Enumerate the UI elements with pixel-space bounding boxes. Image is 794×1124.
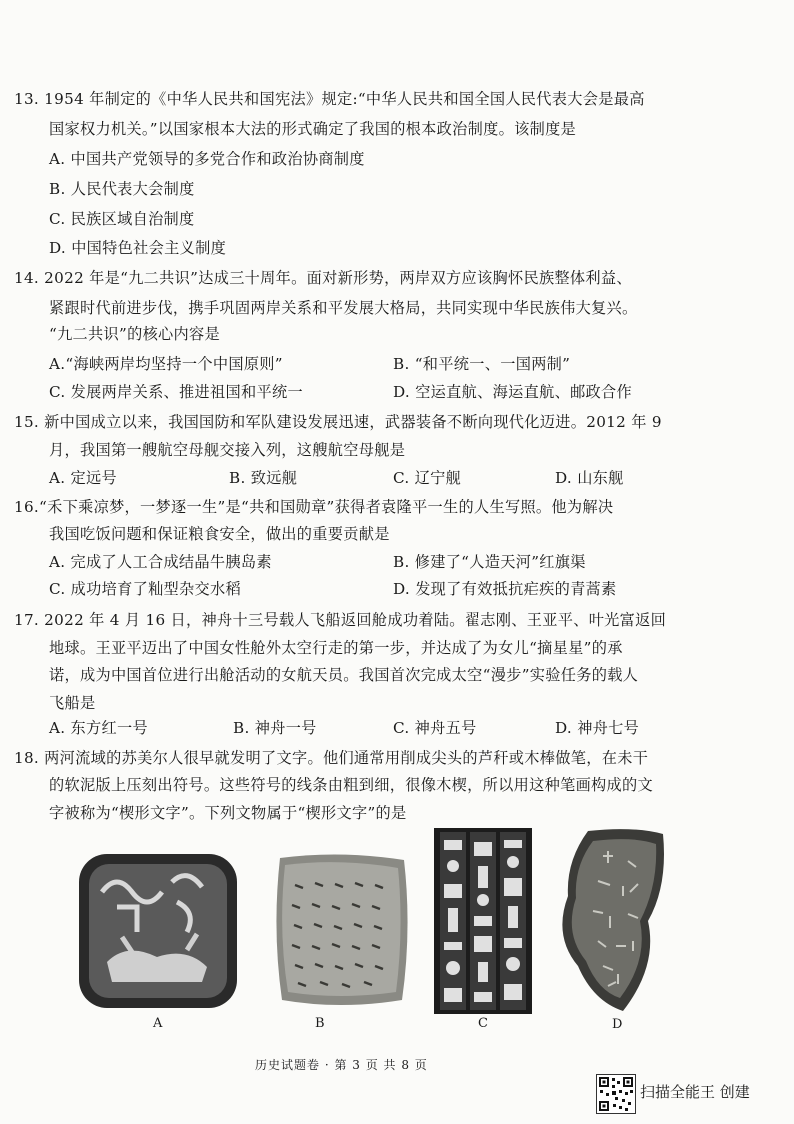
- q13-option-c: C. 民族区域自治制度: [49, 210, 195, 228]
- q14-stem-line3: “九二共识”的核心内容是: [49, 325, 221, 343]
- caption-c: C: [478, 1016, 488, 1031]
- q14-option-c: C. 发展两岸关系、推进祖国和平统一: [49, 383, 303, 401]
- q14-stem-line1: 14. 2022 年是“九二共识”达成三十周年。面对新形势，两岸双方应该胸怀民族整体利益、: [14, 269, 632, 287]
- q15-option-b: B. 致远舰: [229, 469, 298, 487]
- artifact-d-oracle-bone-image: [548, 826, 678, 1016]
- caption-d: D: [612, 1017, 623, 1032]
- page-footer: 历史试题卷 · 第 3 页 共 8 页: [255, 1058, 428, 1072]
- q17-option-b: B. 神舟一号: [233, 719, 317, 737]
- q17-option-d: D. 神舟七号: [555, 719, 640, 737]
- q15-stem-line2: 月，我国第一艘航空母舰交接入列，这艘航空母舰是: [49, 441, 406, 459]
- q18-stem-line2: 的软泥版上压刻出符号。这些符号的线条由粗到细，很像木楔，所以用这种笔画构成的文: [49, 776, 654, 794]
- q13-stem-line2: 国家权力机关。”以国家根本大法的形式确定了我国的根本政治制度。该制度是: [49, 120, 577, 138]
- q17-stem-line1: 17. 2022 年 4 月 16 日，神舟十三号载人飞船返回舱成功着陆。翟志刚、王亚平、叶光富返回: [14, 611, 667, 629]
- q13-option-a: A. 中国共产党领导的多党合作和政治协商制度: [49, 150, 365, 168]
- scanner-watermark-text: 扫描全能王 创建: [640, 1083, 750, 1101]
- q17-stem-line4: 飞船是: [49, 694, 96, 712]
- q14-option-a: A.“海峡两岸均坚持一个中国原则”: [49, 355, 283, 373]
- artifact-a-seal-image: [77, 852, 239, 1010]
- q14-stem-line2: 紧跟时代前进步伐，携手巩固两岸关系和平发展大格局，共同实现中华民族伟大复兴。: [49, 299, 638, 317]
- q15-option-d: D. 山东舰: [555, 469, 624, 487]
- q17-stem-line3: 诺，成为中国首位进行出舱活动的女航天员。我国首次完成太空“漫步”实验任务的载人: [49, 666, 639, 684]
- artifact-c-hieroglyph-image: [434, 828, 532, 1014]
- q15-stem-line1: 15. 新中国成立以来，我国国防和军队建设发展迅速，武器装备不断向现代化迈进。2012 年 9: [14, 413, 662, 431]
- q17-stem-line2: 地球。王亚平迈出了中国女性舱外太空行走的第一步，并达成了为女儿“摘星星”的承: [49, 639, 623, 657]
- q16-stem-line2: 我国吃饭问题和保证粮食安全，做出的重要贡献是: [49, 525, 390, 543]
- q17-option-a: A. 东方红一号: [49, 719, 148, 737]
- caption-b: B: [315, 1016, 325, 1031]
- q13-stem-line1: 13. 1954 年制定的《中华人民共和国宪法》规定:“中华人民共和国全国人民代表大会是最高: [14, 90, 645, 108]
- q15-option-c: C. 辽宁舰: [393, 469, 462, 487]
- q17-option-c: C. 神舟五号: [393, 719, 477, 737]
- q15-option-a: A. 定远号: [49, 469, 117, 487]
- q16-option-c: C. 成功培育了籼型杂交水稻: [49, 580, 241, 598]
- q16-stem-line1: 16.“禾下乘凉梦，一梦逐一生”是“共和国勋章”获得者袁隆平一生的人生写照。他为解决: [14, 498, 614, 516]
- q18-stem-line3: 字被称为“楔形文字”。下列文物属于“楔形文字”的是: [49, 804, 407, 822]
- artifact-b-clay-tablet-image: [270, 850, 414, 1010]
- caption-a: A: [153, 1016, 163, 1031]
- q14-option-d: D. 空运直航、海运直航、邮政合作: [393, 383, 633, 401]
- q18-stem-line1: 18. 两河流域的苏美尔人很早就发明了文字。他们通常用削成尖头的芦秆或木棒做笔，在未干: [14, 749, 649, 767]
- q16-option-b: B. 修建了“人造天河”红旗渠: [393, 553, 586, 571]
- q13-option-d: D. 中国特色社会主义制度: [49, 239, 227, 257]
- q16-option-d: D. 发现了有效抵抗疟疾的青蒿素: [393, 580, 617, 598]
- q13-option-b: B. 人民代表大会制度: [49, 180, 195, 198]
- q16-option-a: A. 完成了人工合成结晶牛胰岛素: [49, 553, 272, 571]
- qr-code-icon: [596, 1074, 636, 1114]
- q14-option-b: B. “和平统一、一国两制”: [393, 355, 571, 373]
